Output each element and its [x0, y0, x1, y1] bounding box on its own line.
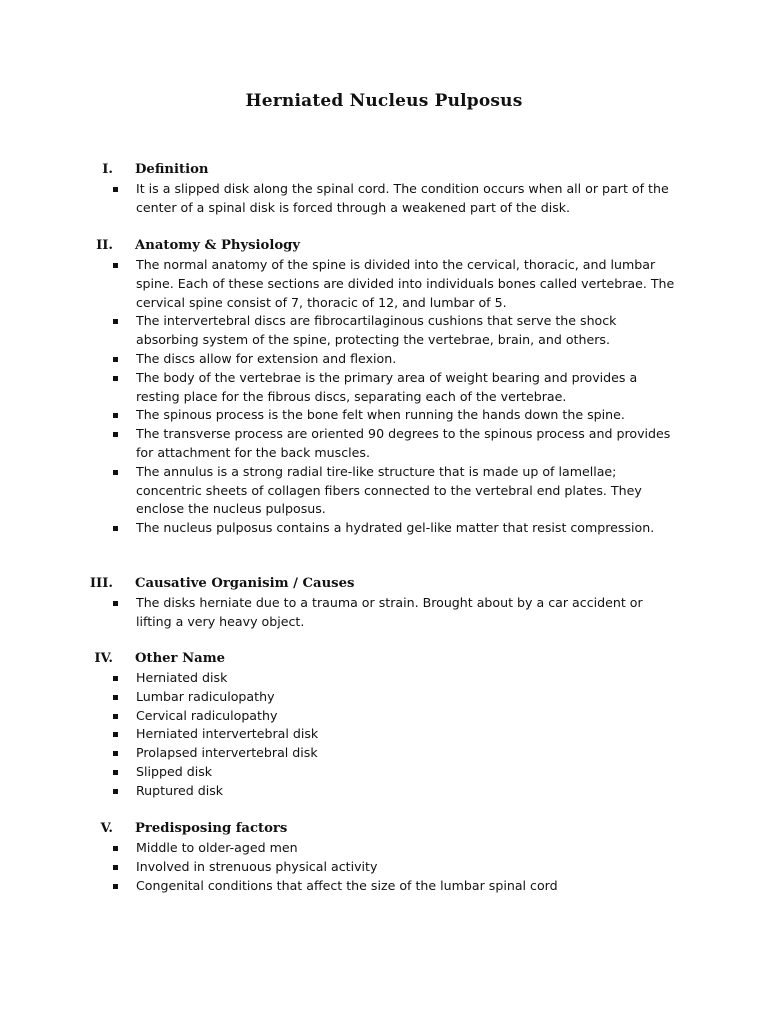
bullet-icon: [113, 676, 118, 681]
bullet-icon: [113, 789, 118, 794]
list-item-text: The body of the vertebrae is the primary area of weight bearing and provides a resting place for the fibrous discs, separating each of the vertebrae.: [136, 369, 638, 404]
list-item-text: The spinous process is the bone felt when running the hands down the spine.: [136, 407, 625, 423]
list-item-text: Involved in strenuous physical activity: [136, 858, 378, 874]
bullet-icon: [113, 357, 118, 362]
list-item: [0, 256, 676, 312]
list-item: [0, 312, 676, 350]
list-item: [0, 425, 676, 463]
list-item-text: Cervical radiculopathy: [136, 707, 278, 723]
list-item-text: Lumbar radiculopathy: [136, 688, 275, 704]
list-item: [0, 707, 676, 726]
section-numeral: IV.: [94, 651, 113, 666]
bullet-icon: [113, 263, 118, 268]
list-item-text: Herniated intervertebral disk: [136, 726, 319, 742]
bullet-icon: [113, 376, 118, 381]
bullet-icon: [113, 432, 118, 437]
list-item: [0, 594, 676, 632]
bullet-icon: [113, 846, 118, 851]
section-predisposing-factors: [0, 819, 768, 895]
section-heading: [0, 160, 768, 180]
list-item: [0, 782, 676, 801]
section-heading: [0, 236, 768, 256]
section-heading: [0, 649, 768, 669]
list-item-text: Ruptured disk: [136, 782, 224, 798]
list-item-text: The normal anatomy of the spine is divided into the cervical, thoracic, and lumbar spine. Each of these sections are divided into individuals bones called vertebrae. The cervical spine consist of 7, thoracic of 12, and lumbar of 5.: [136, 257, 675, 310]
bullet-icon: [113, 601, 118, 606]
section-heading: [0, 574, 768, 594]
list-item-text: The transverse process are oriented 90 degrees to the spinous process and provides for attachment for the back muscles.: [136, 426, 671, 460]
bullet-icon: [113, 732, 118, 737]
list-item: [0, 406, 676, 425]
section-numeral: III.: [89, 576, 113, 591]
list-item: [0, 669, 676, 688]
section-title: Definition: [135, 162, 209, 177]
bullet-icon: [113, 413, 118, 418]
bullet-icon: [113, 714, 118, 719]
list-item-text: Herniated disk: [136, 670, 228, 685]
bullet-list: [0, 839, 768, 895]
list-item: [0, 180, 676, 218]
section-title: Predisposing factors: [135, 821, 288, 836]
section-title: Anatomy & Physiology: [135, 238, 301, 253]
list-item-text: Slipped disk: [136, 763, 213, 779]
list-item-text: Prolapsed intervertebral disk: [136, 745, 318, 761]
list-item-text: The annulus is a strong radial tire-like structure that is made up of lamellae; concentric sheets of collagen fibers connected to the vertebral end plates. They enclose the nucleus pulposus.: [136, 463, 642, 517]
bullet-list: [0, 594, 768, 632]
list-item: [0, 519, 676, 538]
list-item: [0, 877, 676, 896]
bullet-icon: [113, 770, 118, 775]
bullet-icon: [113, 751, 118, 756]
section-definition: [0, 160, 768, 218]
section-causes: [0, 574, 768, 632]
list-item: [0, 839, 676, 858]
section-numeral: I.: [102, 162, 113, 177]
list-item-text: It is a slipped disk along the spinal cord. The condition occurs when all or part of the center of a spinal disk is forced through a weakened part of the disk.: [136, 181, 669, 215]
list-item: [0, 350, 676, 369]
list-item: [0, 725, 676, 744]
list-item: [0, 858, 676, 877]
bullet-icon: [113, 470, 118, 475]
bullet-icon: [113, 187, 118, 192]
bullet-list: [0, 669, 768, 801]
document-title: Herniated Nucleus Pulposus: [245, 91, 523, 111]
bullet-icon: [113, 526, 118, 531]
section-other-name: [0, 649, 768, 801]
bullet-icon: [113, 695, 118, 700]
list-item-text: The disks herniate due to a trauma or strain. Brought about by a car accident or lifting a very heavy object.: [136, 595, 643, 629]
list-item: [0, 763, 676, 782]
list-item: [0, 463, 676, 519]
bullet-list: [0, 256, 768, 538]
list-item-text: Congenital conditions that affect the size of the lumbar spinal cord: [136, 877, 558, 893]
list-item: [0, 369, 676, 407]
list-item: [0, 744, 676, 763]
section-title: Causative Organisim / Causes: [135, 576, 355, 591]
section-title: Other Name: [135, 651, 226, 666]
list-item-text: The nucleus pulposus contains a hydrated gel-like matter that resist compression.: [136, 520, 655, 536]
section-numeral: V.: [100, 821, 113, 836]
bullet-icon: [113, 865, 118, 870]
section-heading: [0, 819, 768, 839]
bullet-icon: [113, 319, 118, 324]
list-item-text: Middle to older-aged men: [136, 840, 298, 855]
section-numeral: II.: [96, 238, 113, 253]
list-item-text: The intervertebral discs are fibrocartilaginous cushions that serve the shock absorbing system of the spine, protecting the vertebrae, brain, and others.: [136, 313, 617, 348]
list-item-text: The discs allow for extension and flexion.: [136, 350, 397, 366]
section-anatomy-physiology: [0, 236, 768, 538]
bullet-icon: [113, 884, 118, 889]
list-item: [0, 688, 676, 707]
bullet-list: [0, 180, 768, 218]
